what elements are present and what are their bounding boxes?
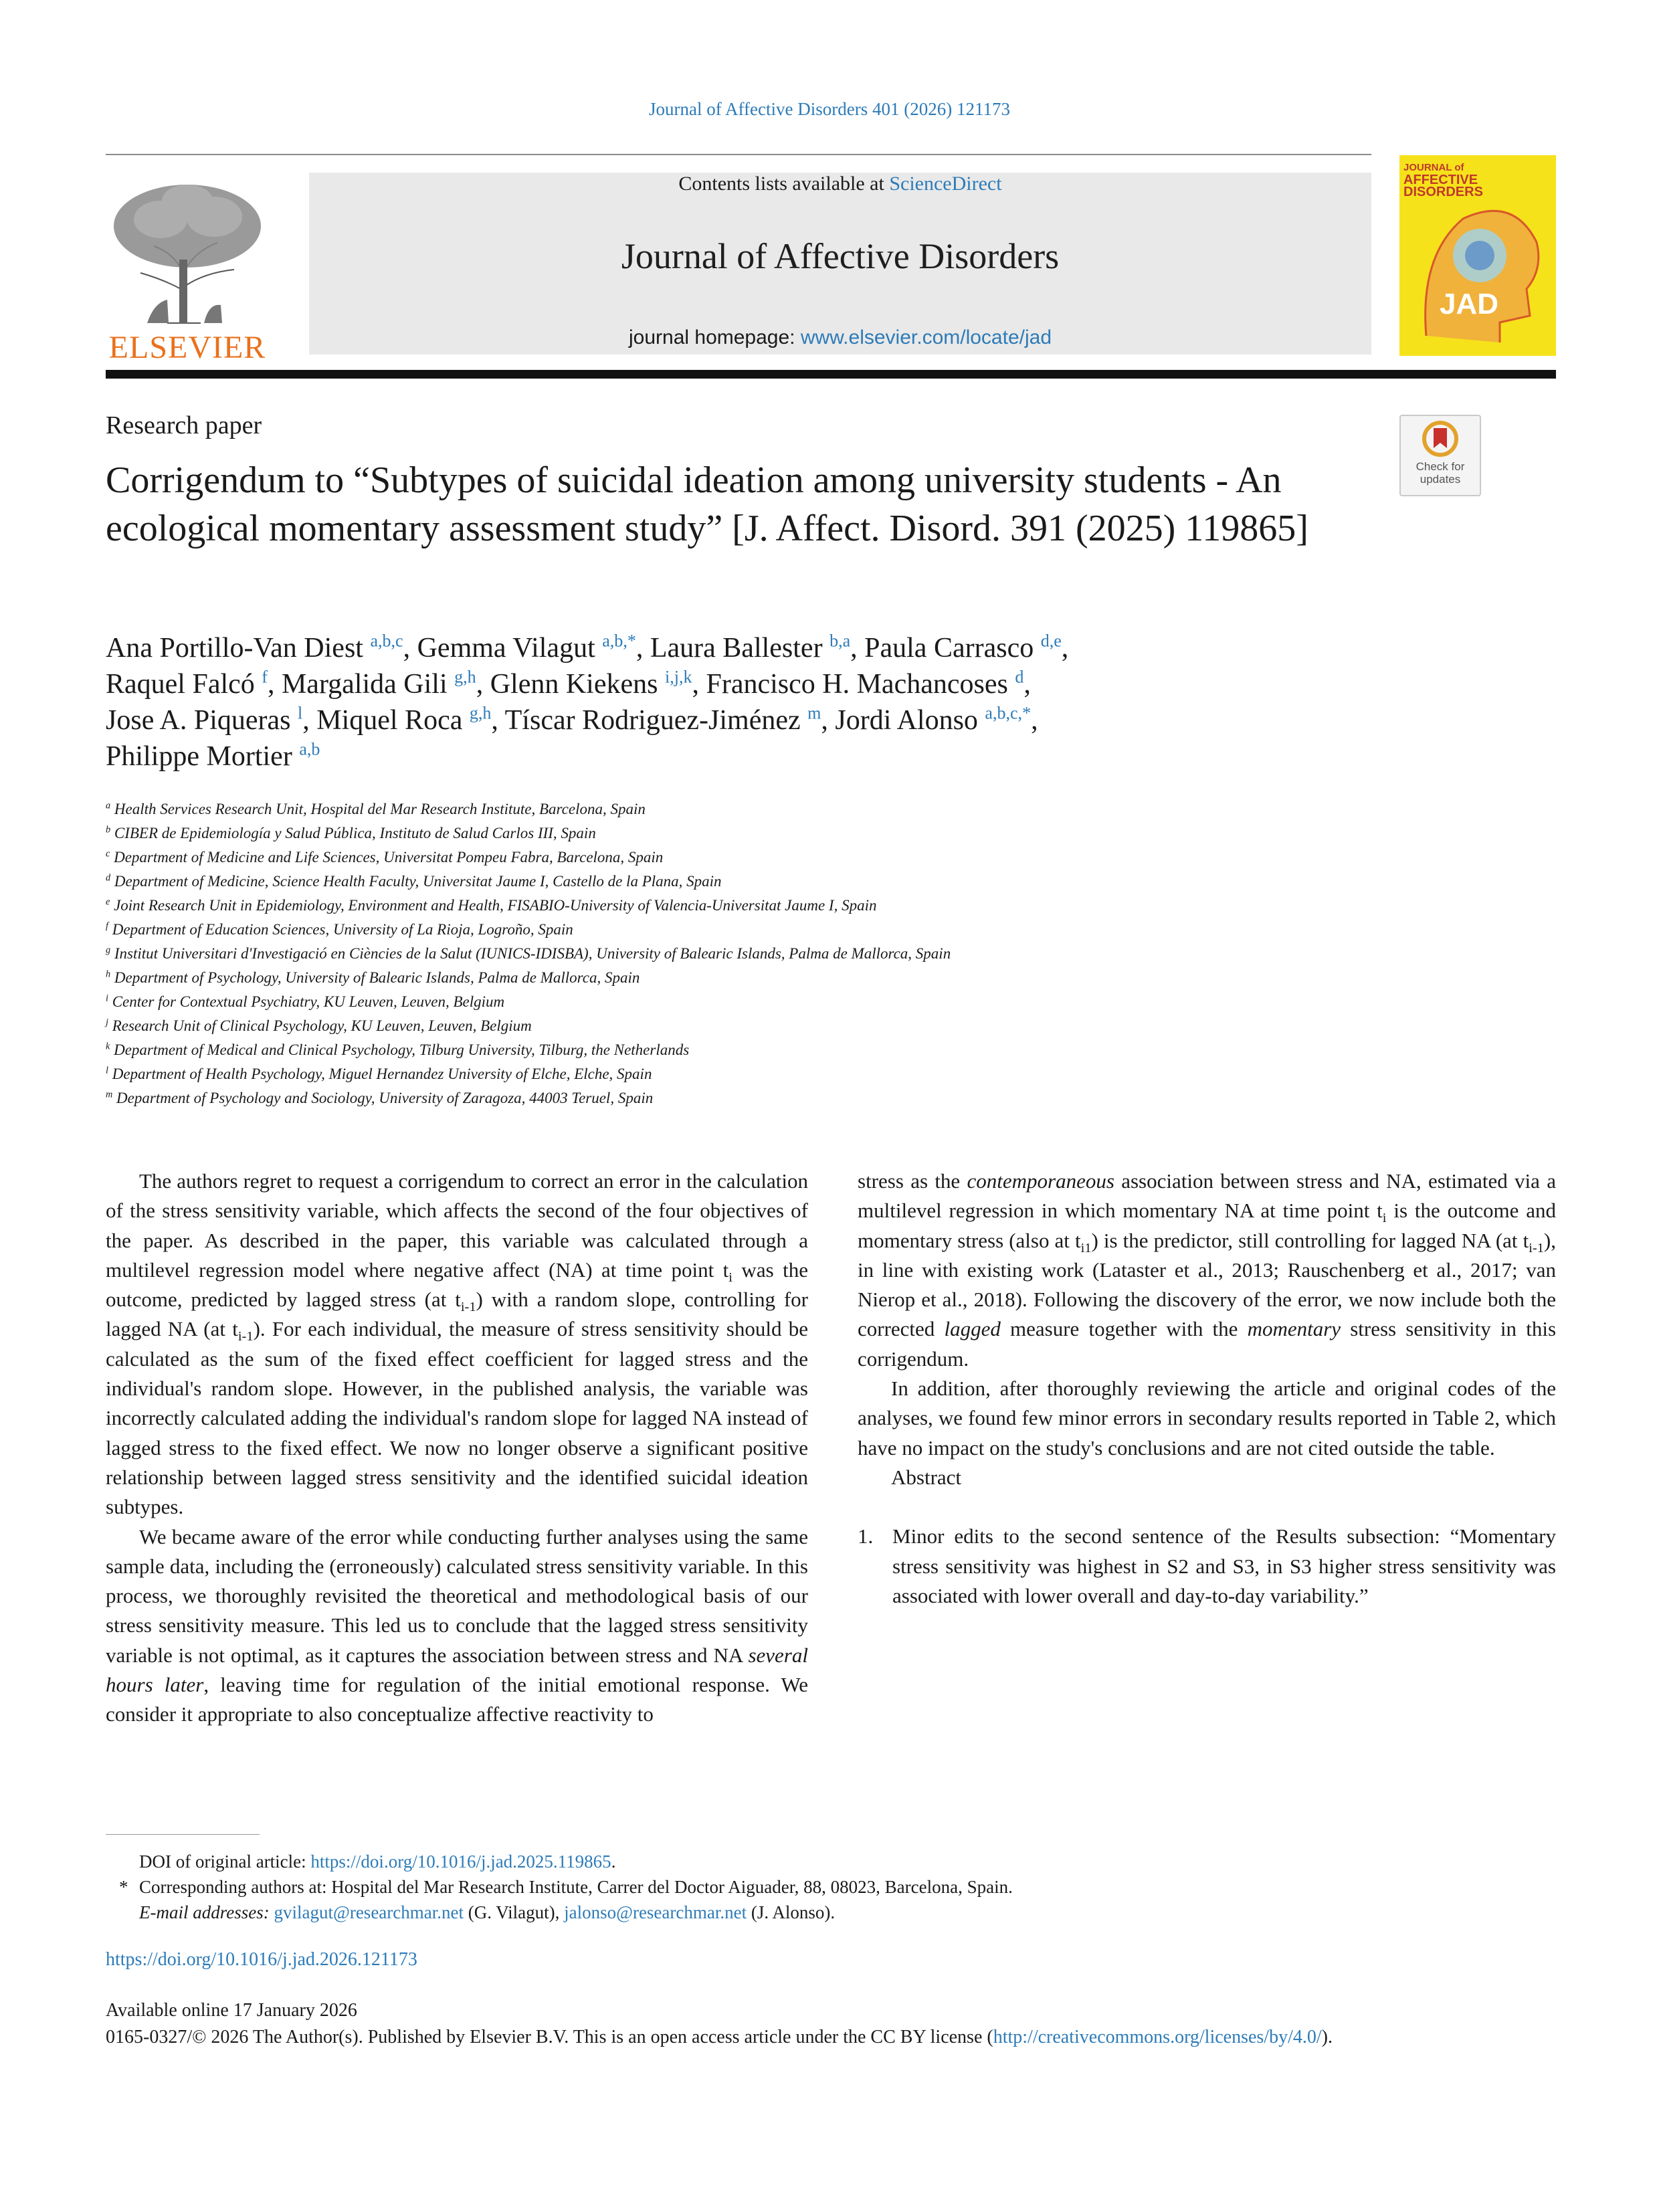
subscript: i-1	[460, 1300, 476, 1315]
journal-citation-link[interactable]: Journal of Affective Disorders 401 (2026) 121173	[649, 99, 1010, 119]
author-name[interactable]: Miquel Roca	[316, 705, 463, 736]
original-article-doi-link[interactable]: https://doi.org/10.1016/j.jad.2025.119865	[310, 1851, 611, 1872]
author-name[interactable]: Glenn Kiekens	[490, 669, 658, 700]
affiliation-text: Department of Health Psychology, Miguel Hernandez University of Elche, Elche, Spain	[112, 1066, 652, 1082]
affiliation-item	[106, 821, 1577, 845]
contents-available-line	[309, 173, 1371, 195]
text-run: ). For each individual, the measure of stress sensitivity should be calculated as the sum of the fixed effect coefficient for lagged stress and the individual's random slope. However, in the published analysis, the variable was incorrectly calculated adding the individual's random slope for lagged NA instead of lagged stress to the fixed effect. We now no longer observe a significant positive relationship between lagged stress sensitivity and the identified suicidal ideation subtypes.	[106, 1317, 808, 1519]
text-run: was the outcome, predicted by lagged stress (at t	[106, 1258, 808, 1312]
author-affiliation-marks[interactable]: d,e	[1040, 631, 1062, 651]
header-thick-divider	[106, 370, 1556, 379]
author-name[interactable]: Raquel Falcó	[106, 669, 255, 700]
subscript: i-1	[237, 1329, 254, 1344]
check-for-updates-label: Check for updates	[1416, 460, 1465, 486]
author-separator: ,	[1031, 705, 1038, 736]
affiliation-key: d	[106, 872, 111, 884]
affiliation-text: Department of Medicine, Science Health Faculty, Universitat Jaume I, Castello de la Plana, Spain	[114, 873, 722, 890]
author-name[interactable]: Paula Carrasco	[864, 633, 1034, 664]
cover-title-small: JOURNAL of	[1403, 162, 1464, 173]
sciencedirect-link[interactable]: ScienceDirect	[889, 173, 1002, 195]
footnote-doi	[106, 1849, 1577, 1874]
author-separator: ,	[476, 669, 490, 700]
author-affiliation-marks[interactable]: b,a	[830, 631, 851, 651]
text-run: association between stress and NA, estimated via a multilevel regression in which momentary NA at time point t	[858, 1169, 1556, 1223]
author-name[interactable]: Jordi Alonso	[835, 705, 978, 736]
affiliation-item	[106, 1038, 1577, 1062]
affiliation-item	[106, 918, 1577, 942]
emphasis: momentary	[1247, 1317, 1341, 1341]
affiliation-text: CIBER de Epidemiología y Salud Pública, Instituto de Salud Carlos III, Spain	[114, 825, 596, 841]
affiliation-item	[106, 870, 1577, 894]
affiliation-key: m	[106, 1089, 113, 1100]
journal-homepage-link[interactable]: www.elsevier.com/locate/jad	[800, 326, 1052, 348]
license-text: 0165-0327/© 2026 The Author(s). Published by Elsevier B.V. This is an open access article under the CC BY license (	[106, 2027, 993, 2047]
check-for-updates-button[interactable]	[1399, 415, 1481, 496]
affiliation-text: Research Unit of Clinical Psychology, KU Leuven, Leuven, Belgium	[112, 1017, 532, 1034]
author-separator: ,	[267, 669, 282, 700]
author-list	[106, 630, 1510, 775]
author-affiliation-marks[interactable]: a,b,c,*	[985, 703, 1032, 723]
author-separator: ,	[821, 705, 836, 736]
affiliation-key: l	[106, 1065, 108, 1076]
body-column-right	[858, 1167, 1556, 1611]
subscript: i-1	[1529, 1240, 1544, 1255]
journal-homepage-line	[309, 326, 1371, 349]
abstract-label: Abstract	[891, 1465, 962, 1489]
affiliation-key: k	[106, 1041, 110, 1052]
contents-prefix: Contents lists available at	[678, 173, 890, 195]
affiliation-item	[106, 1014, 1577, 1038]
journal-cover-thumbnail[interactable]	[1399, 155, 1556, 356]
text-run: measure together with the	[1000, 1317, 1248, 1341]
footnote-text: .	[611, 1851, 616, 1872]
author-affiliation-marks[interactable]: i,j,k	[664, 667, 692, 687]
list-text: Minor edits to the second sentence of the Results subsection: “Momentary stress sensitivity was highest in S2 and S3, in S3 higher stress sensitivity was associated with lower overall and day-to-day variability.”	[892, 1524, 1556, 1607]
email-link-alonso[interactable]: jalonso@researchmar.net	[564, 1902, 747, 1922]
affiliation-text: Health Services Research Unit, Hospital del Mar Research Institute, Barcelona, Spain	[114, 801, 646, 817]
author-separator: ,	[403, 633, 417, 664]
emphasis: several hours later	[106, 1643, 808, 1697]
subscript: i1	[1080, 1240, 1092, 1255]
author-affiliation-marks[interactable]: d	[1015, 667, 1024, 687]
author-name[interactable]: Francisco H. Machancoses	[706, 669, 1008, 700]
affiliation-item	[106, 1062, 1577, 1086]
affiliation-item	[106, 894, 1577, 918]
affiliation-item	[106, 966, 1577, 990]
author-affiliation-marks[interactable]: a,b,c	[370, 631, 403, 651]
available-online-date: Available online 17 January 2026	[106, 2000, 357, 2021]
affiliation-text: Department of Psychology and Sociology, University of Zaragoza, 44003 Teruel, Spain	[116, 1090, 654, 1106]
author-separator: ,	[1061, 633, 1069, 664]
author-affiliation-marks[interactable]: f	[262, 667, 268, 687]
affiliation-key: b	[106, 824, 111, 835]
affiliation-item	[106, 845, 1577, 870]
author-name[interactable]: Gemma Vilagut	[417, 633, 595, 664]
affiliation-item	[106, 1086, 1577, 1110]
emphasis: lagged	[944, 1317, 1001, 1341]
subscript: i	[1382, 1211, 1387, 1226]
affiliation-text: Department of Medicine and Life Sciences, Universitat Pompeu Fabra, Barcelona, Spain	[114, 849, 664, 866]
affiliation-key: g	[106, 944, 111, 956]
text-run: We became aware of the error while conducting further analyses using the same sample data, including the (erroneously) calculated stress sensitivity variable. In this process, we thoroughly revisited the theoretical and methodological basis of our stress sensitivity measure. This led us to conclude that the lagged stress sensitivity variable is not optimal, as it captures the association between stress and NA	[106, 1524, 808, 1667]
bookmark-icon	[1401, 416, 1480, 459]
cover-title-big: AFFECTIVE DISORDERS	[1403, 173, 1483, 199]
author-name[interactable]: Philippe Mortier	[106, 741, 292, 772]
paragraph	[106, 1522, 808, 1730]
author-affiliation-marks[interactable]: g,h	[469, 703, 492, 723]
license-statement	[106, 2027, 1577, 2048]
cover-head-illustration-icon	[1399, 155, 1556, 356]
cc-license-link[interactable]: http://creativecommons.org/licenses/by/4.0/	[993, 2027, 1322, 2047]
list-number: 1.	[858, 1524, 874, 1548]
text-run: ) with a random slope, controlling for lagged NA (at t	[106, 1288, 808, 1341]
affiliation-item	[106, 942, 1577, 966]
affiliation-key: a	[106, 800, 111, 811]
footnote-emails	[106, 1900, 1577, 1925]
paragraph: In addition, after thoroughly reviewing the article and original codes of the analyses, we found few minor errors in secondary results reported in Table 2, which have no impact on the study's conclusions and are not cited outside the table.	[858, 1377, 1556, 1460]
text-run: is the outcome and momentary stress (also at t	[858, 1199, 1556, 1252]
footnote-label: DOI of original article:	[139, 1851, 311, 1872]
affiliation-text: Department of Education Sciences, University of La Rioja, Logroño, Spain	[112, 921, 573, 938]
header-divider	[106, 154, 1371, 155]
footnote-text: Corresponding authors at: Hospital del Mar Research Institute, Carrer del Doctor Aiguader, 88, 08023, Barcelona, Spain.	[139, 1877, 1013, 1897]
author-name[interactable]: Ana Portillo-Van Diest	[106, 633, 363, 664]
text-run: ), in line with existing work (Lataster et al., 2013; Rauschenberg et al., 2017; van Nierop et al., 2018). Following the discovery of the error, we now include both the corrected	[858, 1228, 1556, 1341]
affiliation-item	[106, 990, 1577, 1014]
author-affiliation-marks[interactable]: a,b,*	[602, 631, 636, 651]
affiliation-key: j	[106, 1017, 108, 1028]
author-separator: ,	[636, 633, 650, 664]
author-name[interactable]: Tíscar Rodriguez-Jiménez	[504, 705, 801, 736]
affiliation-key: h	[106, 969, 111, 980]
affiliation-key: e	[106, 896, 110, 908]
journal-name: Journal of Affective Disorders	[621, 236, 1060, 276]
email-label: E-mail addresses:	[139, 1902, 274, 1922]
author-affiliation-marks[interactable]: g,h	[454, 667, 476, 687]
affiliation-text: Department of Medical and Clinical Psychology, Tilburg University, Tilburg, the Netherlands	[114, 1041, 690, 1058]
author-affiliation-marks[interactable]: a,b	[299, 739, 320, 759]
author-affiliation-marks[interactable]: l	[298, 703, 303, 723]
email-link-vilagut[interactable]: gvilagut@researchmar.net	[274, 1902, 464, 1922]
author-separator: ,	[850, 633, 865, 664]
author-separator: ,	[1023, 669, 1031, 700]
author-name[interactable]: Margalida Gili	[281, 669, 448, 700]
text-run: stress sensitivity in this corrigendum.	[858, 1317, 1557, 1371]
body-column-left	[106, 1167, 808, 1730]
affiliation-key: i	[106, 993, 108, 1004]
tree-logo-icon	[100, 173, 274, 326]
affiliation-key: c	[106, 848, 110, 860]
text-run: stress as the	[858, 1169, 967, 1193]
author-affiliation-marks[interactable]: m	[807, 703, 821, 723]
subscript: i	[728, 1270, 733, 1286]
text-run: , leaving time for regulation of the initial emotional response. We consider it appropriate to also conceptualize affective reactivity to	[106, 1673, 808, 1726]
emphasis: contemporaneous	[967, 1169, 1114, 1193]
article-title: Corrigendum to “Subtypes of suicidal ideation among university students - An ecological momentary assessment study” [J. Affect. Disord. 391 (2025) 119865]	[106, 460, 1308, 549]
paragraph	[858, 1167, 1556, 1374]
article-doi-link[interactable]: https://doi.org/10.1016/j.jad.2026.121173	[106, 1949, 417, 1970]
cover-abbrev: JAD	[1440, 288, 1499, 320]
affiliation-text: Joint Research Unit in Epidemiology, Environment and Health, FISABIO-University of Valencia-Universitat Jaume I, Spain	[114, 897, 877, 914]
footnote-corresponding	[106, 1874, 1577, 1900]
affiliation-text: Institut Universitari d'Investigació en Ciències de la Salut (IUNICS-IDISBA), University of Balearic Islands, Palma de Mallorca, Spain	[114, 945, 951, 962]
author-separator: ,	[491, 705, 505, 736]
affiliation-text: Department of Psychology, University of Balearic Islands, Palma de Mallorca, Spain	[114, 969, 640, 986]
text-run: ) is the predictor, still controlling for lagged NA (at t	[1091, 1228, 1529, 1252]
author-name[interactable]: Laura Ballester	[650, 633, 823, 664]
text-run: The authors regret to request a corrigendum to correct an error in the calculation of the stress sensitivity variable, which affects the second of the four objectives of the paper. As described in the paper, this variable was calculated through a multilevel regression model where negative affect (NA) at time point t	[106, 1169, 808, 1282]
footnote-text: (J. Alonso).	[747, 1902, 836, 1922]
affiliation-list	[106, 797, 1577, 1110]
paragraph	[106, 1167, 808, 1522]
footnote-text: (G. Vilagut),	[463, 1902, 565, 1922]
homepage-prefix: journal homepage:	[628, 326, 801, 348]
affiliation-item	[106, 797, 1577, 821]
footnote-mark: *	[119, 1877, 128, 1897]
elsevier-wordmark: ELSEVIER	[108, 330, 266, 365]
affiliation-text: Center for Contextual Psychiatry, KU Leuven, Leuven, Belgium	[112, 993, 505, 1010]
article-type: Research paper	[106, 411, 262, 439]
license-text: ).	[1321, 2027, 1333, 2047]
author-name[interactable]: Jose A. Piqueras	[106, 705, 291, 736]
author-separator: ,	[692, 669, 706, 700]
author-separator: ,	[302, 705, 317, 736]
list-item	[858, 1522, 1556, 1611]
affiliation-key: f	[106, 920, 108, 932]
footnote-divider	[106, 1834, 260, 1835]
footnotes	[106, 1849, 1577, 1925]
